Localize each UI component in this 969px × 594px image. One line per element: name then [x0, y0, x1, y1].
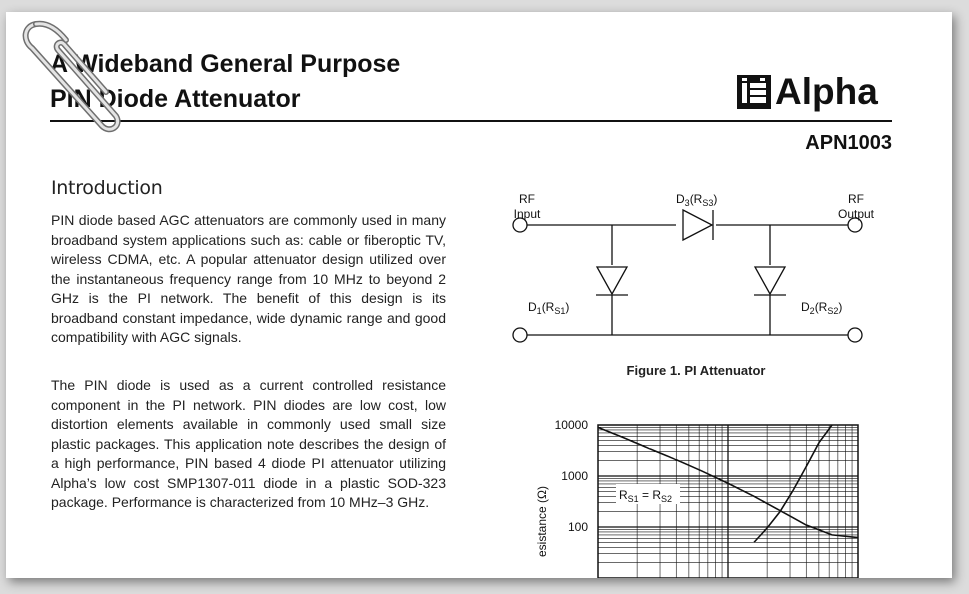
diode-d2-symbol [754, 267, 786, 295]
diode-d1-symbol [596, 267, 628, 295]
d3-label: $D_3(R_{S3})$ [676, 192, 718, 208]
alpha-logo-text: Alpha [775, 71, 878, 112]
y-tick-label: 10000 [554, 418, 588, 432]
intro-paragraph-1: PIN diode based AGC attenuators are commonly used in many broadband system applications such as: cable or fiberoptic TV, wireless CDMA, etc. A popular attenuator design utilized over the instantaneous frequency range from 10 MHz to beyond 2 GHz is the PI network. The benefit of this design is its broadband constant impedance, wide dynamic range and good compatibility with AGC signals. [51, 212, 446, 345]
diode-d3-symbol [683, 210, 713, 240]
rf-input-label-1: RF [519, 192, 535, 206]
chart-ticks [555, 418, 589, 534]
resistance-chart [506, 407, 866, 578]
d1-label: $D_1(R_{S1})$ [528, 300, 570, 316]
d2-label: $D_2(R_{S2})$ [801, 300, 843, 316]
paperclip-icon [6, 12, 126, 142]
alpha-logo [737, 71, 878, 112]
introduction-heading: Introduction [51, 177, 163, 199]
ground-output-terminal [848, 328, 862, 342]
ground-input-terminal [513, 328, 527, 342]
chart-y-axis-label: esistance (Ω) [535, 486, 549, 557]
datasheet-page [6, 12, 952, 578]
figure-1-caption: Figure 1. PI Attenuator [626, 363, 766, 378]
document-title-line-2: PIN Diode Attenuator [50, 85, 301, 113]
rf-output-label-1: RF [848, 192, 864, 206]
alpha-logo-icon [737, 75, 771, 109]
rf-input-label-2: Input [513, 207, 541, 221]
intro-paragraph-2: The PIN diode is used as a current controlled resistance component in the PI network. PIN diodes are low cost, low distortion elements available in commonly used small size plastic packages. This application note describes the design of a high performance, PIN based 4 diode PI attenuator utilizing Alpha’s low cost SMP1307-011 diode in a plastic SOD-323 package. Performance is characterized from 10 MHz–3 GHz. [51, 377, 446, 510]
y-tick-label: 1000 [561, 469, 588, 483]
chart-annotation [616, 484, 680, 504]
part-number: APN1003 [805, 132, 892, 154]
y-tick-label: 100 [567, 520, 588, 534]
rf-output-label-2: Output [837, 207, 875, 221]
header-divider [50, 120, 892, 122]
rs1-equals-rs2-label: $R_{S1} = R_{S2}$ [619, 488, 673, 504]
pi-attenuator-schematic [476, 172, 896, 362]
document-title-line-1: A Wideband General Purpose [50, 50, 401, 78]
